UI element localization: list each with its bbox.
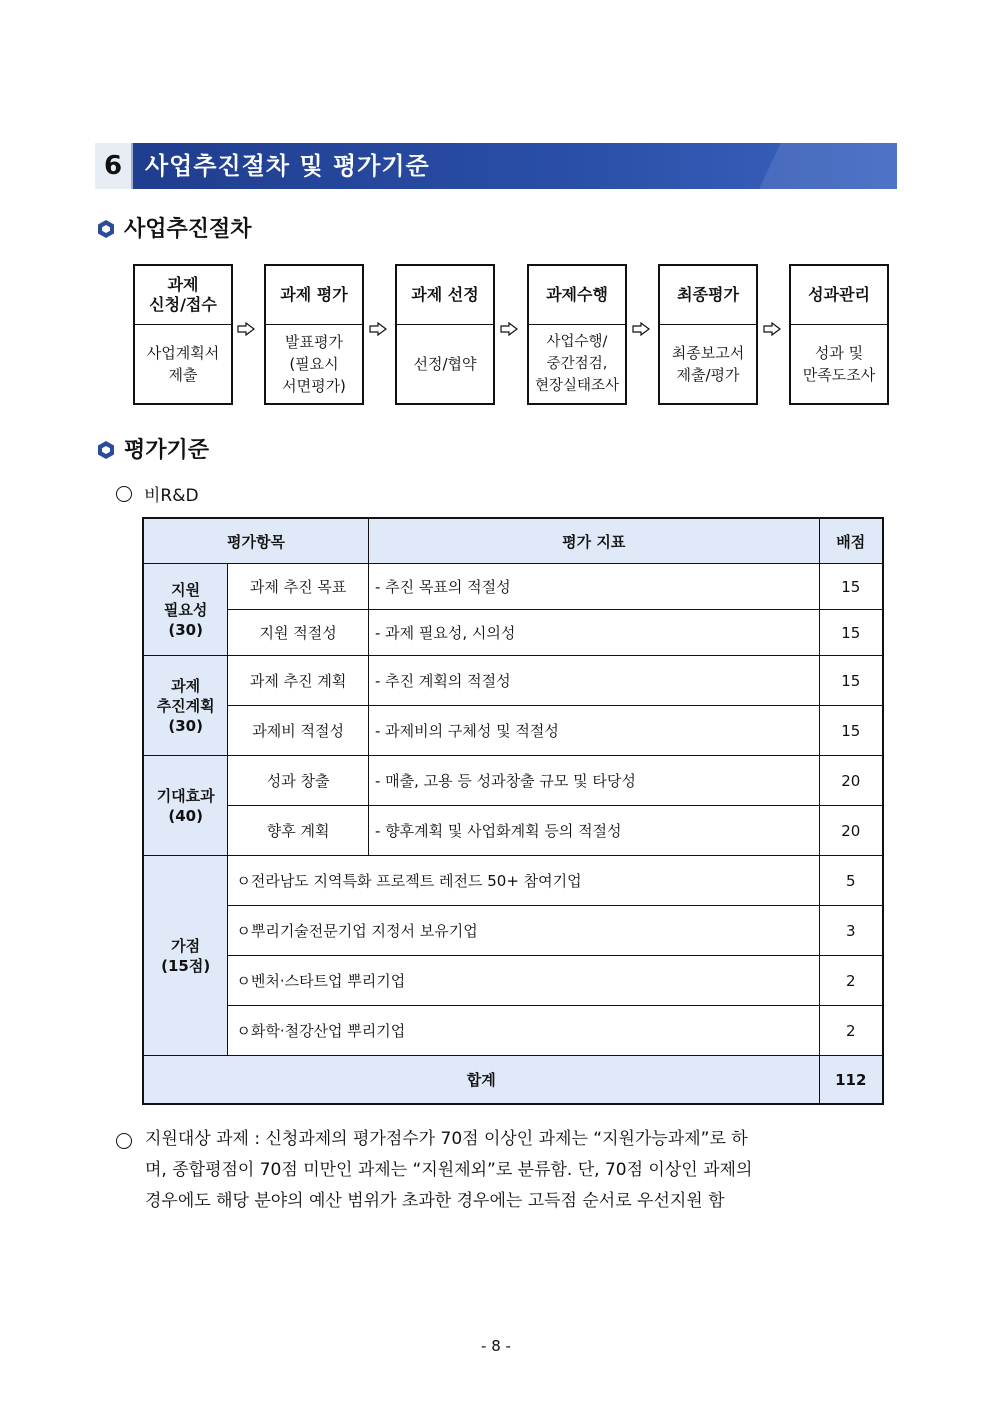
note-line: 며, 종합평점이 70점 미만인 과제는 “지원제외”로 분류함. 단, 70점 이상인 과제의 (145, 1160, 753, 1180)
process-step-desc: 사업계획서 제출 (146, 343, 220, 384)
bonus-row (143, 906, 883, 956)
process-step-title: 과제 선정 (397, 266, 493, 325)
table-row (143, 756, 883, 806)
category-cell: 기대효과 (40) (143, 756, 228, 856)
arrow-right-icon (632, 322, 650, 336)
item-cell: 지원 적절성 (228, 610, 369, 656)
process-step-desc: 선정/협약 (413, 354, 477, 373)
hexagon-bullet-icon (96, 440, 116, 460)
header-indicator: 평가 지표 (368, 518, 819, 564)
note-line: 지원대상 과제 : 신청과제의 평가점수가 70점 이상인 과제는 “지원가능과제”로 하 (145, 1129, 748, 1149)
arrow-right-icon (500, 322, 518, 336)
score-cell: 2 (819, 956, 883, 1006)
circle-bullet-icon (116, 486, 132, 502)
score-cell: 2 (819, 1006, 883, 1056)
arrow-right-icon (763, 322, 781, 336)
indicator-cell: - 매출, 고용 등 성과창출 규모 및 타당성 (368, 756, 819, 806)
bonus-row (143, 956, 883, 1006)
category-cell: 과제 추진계획 (30) (143, 656, 228, 756)
process-heading-row (96, 215, 252, 245)
banner-stripe (727, 143, 897, 189)
item-cell: 성과 창출 (228, 756, 369, 806)
bonus-text-cell: ㅇ벤처·스타트업 뿌리기업 (228, 956, 819, 1006)
section-number: 6 (103, 151, 123, 181)
table-row (143, 806, 883, 856)
process-step-desc: 사업수행/ 중간점검, 현장실태조사 (534, 333, 620, 394)
item-cell: 과제 추진 목표 (228, 564, 369, 610)
category-cell: 지원 필요성 (30) (143, 564, 228, 656)
process-step (395, 264, 495, 405)
criteria-sub-item (116, 481, 199, 506)
score-cell: 15 (819, 706, 883, 756)
process-step-title: 과제 평가 (266, 266, 362, 325)
process-step (527, 264, 627, 405)
score-cell: 3 (819, 906, 883, 956)
evaluation-table (142, 517, 884, 1105)
total-label: 합계 (143, 1056, 819, 1105)
indicator-cell: - 추진 계획의 적절성 (368, 656, 819, 706)
header-category: 평가항목 (143, 518, 368, 564)
indicator-cell: - 과제 필요성, 시의성 (368, 610, 819, 656)
header-score: 배점 (819, 518, 883, 564)
process-step-desc: 발표평가 (필요시 서면평가) (282, 332, 346, 395)
process-step (264, 264, 364, 405)
table-row (143, 610, 883, 656)
item-cell: 과제비 적절성 (228, 706, 369, 756)
process-step-title: 최종평가 (660, 266, 756, 325)
table-header-row (143, 518, 883, 564)
score-cell: 20 (819, 756, 883, 806)
score-cell: 20 (819, 806, 883, 856)
circle-bullet-icon (116, 1133, 132, 1149)
total-score: 112 (819, 1056, 883, 1105)
score-cell: 5 (819, 856, 883, 906)
process-step (789, 264, 889, 405)
score-cell: 15 (819, 564, 883, 610)
bonus-text-cell: ㅇ뿌리기술전문기업 지정서 보유기업 (228, 906, 819, 956)
score-cell: 15 (819, 656, 883, 706)
page-number: - 8 - (481, 1337, 511, 1355)
arrow-right-icon (237, 322, 255, 336)
item-cell: 과제 추진 계획 (228, 656, 369, 706)
bonus-row (143, 1006, 883, 1056)
arrow-right-icon (369, 322, 387, 336)
process-step-desc: 성과 및 만족도조사 (802, 343, 876, 384)
process-step-title: 과제수행 (529, 266, 625, 325)
criteria-heading-row (96, 436, 209, 466)
process-step-title: 과제 신청/접수 (135, 266, 231, 325)
item-cell: 향후 계획 (228, 806, 369, 856)
criteria-heading: 평가기준 (124, 438, 210, 463)
section-title: 사업추진절차 및 평가기준 (145, 152, 430, 180)
total-row (143, 1056, 883, 1105)
table-row (143, 656, 883, 706)
indicator-cell: - 추진 목표의 적절성 (368, 564, 819, 610)
bonus-text-cell: ㅇ화학·철강산업 뿌리기업 (228, 1006, 819, 1056)
process-step (658, 264, 758, 405)
table-row (143, 706, 883, 756)
bonus-category-cell: 가점 (15점) (143, 856, 228, 1056)
process-heading: 사업추진절차 (124, 217, 252, 242)
bonus-row (143, 856, 883, 906)
indicator-cell: - 과제비의 구체성 및 적절성 (368, 706, 819, 756)
process-step-title: 성과관리 (791, 266, 887, 325)
hexagon-bullet-icon (96, 219, 116, 239)
table-row (143, 564, 883, 610)
process-step-desc: 최종보고서 제출/평가 (671, 343, 745, 384)
process-step (133, 264, 233, 405)
note-line: 경우에도 해당 분야의 예산 범위가 초과한 경우에는 고득점 순서로 우선지원 함 (145, 1191, 725, 1211)
indicator-cell: - 향후계획 및 사업화계획 등의 적절성 (368, 806, 819, 856)
bonus-text-cell: ㅇ전라남도 지역특화 프로젝트 레전드 50+ 참여기업 (228, 856, 819, 906)
criteria-sub-label: 비R&D (144, 486, 199, 506)
section-banner (95, 143, 897, 189)
score-cell: 15 (819, 610, 883, 656)
